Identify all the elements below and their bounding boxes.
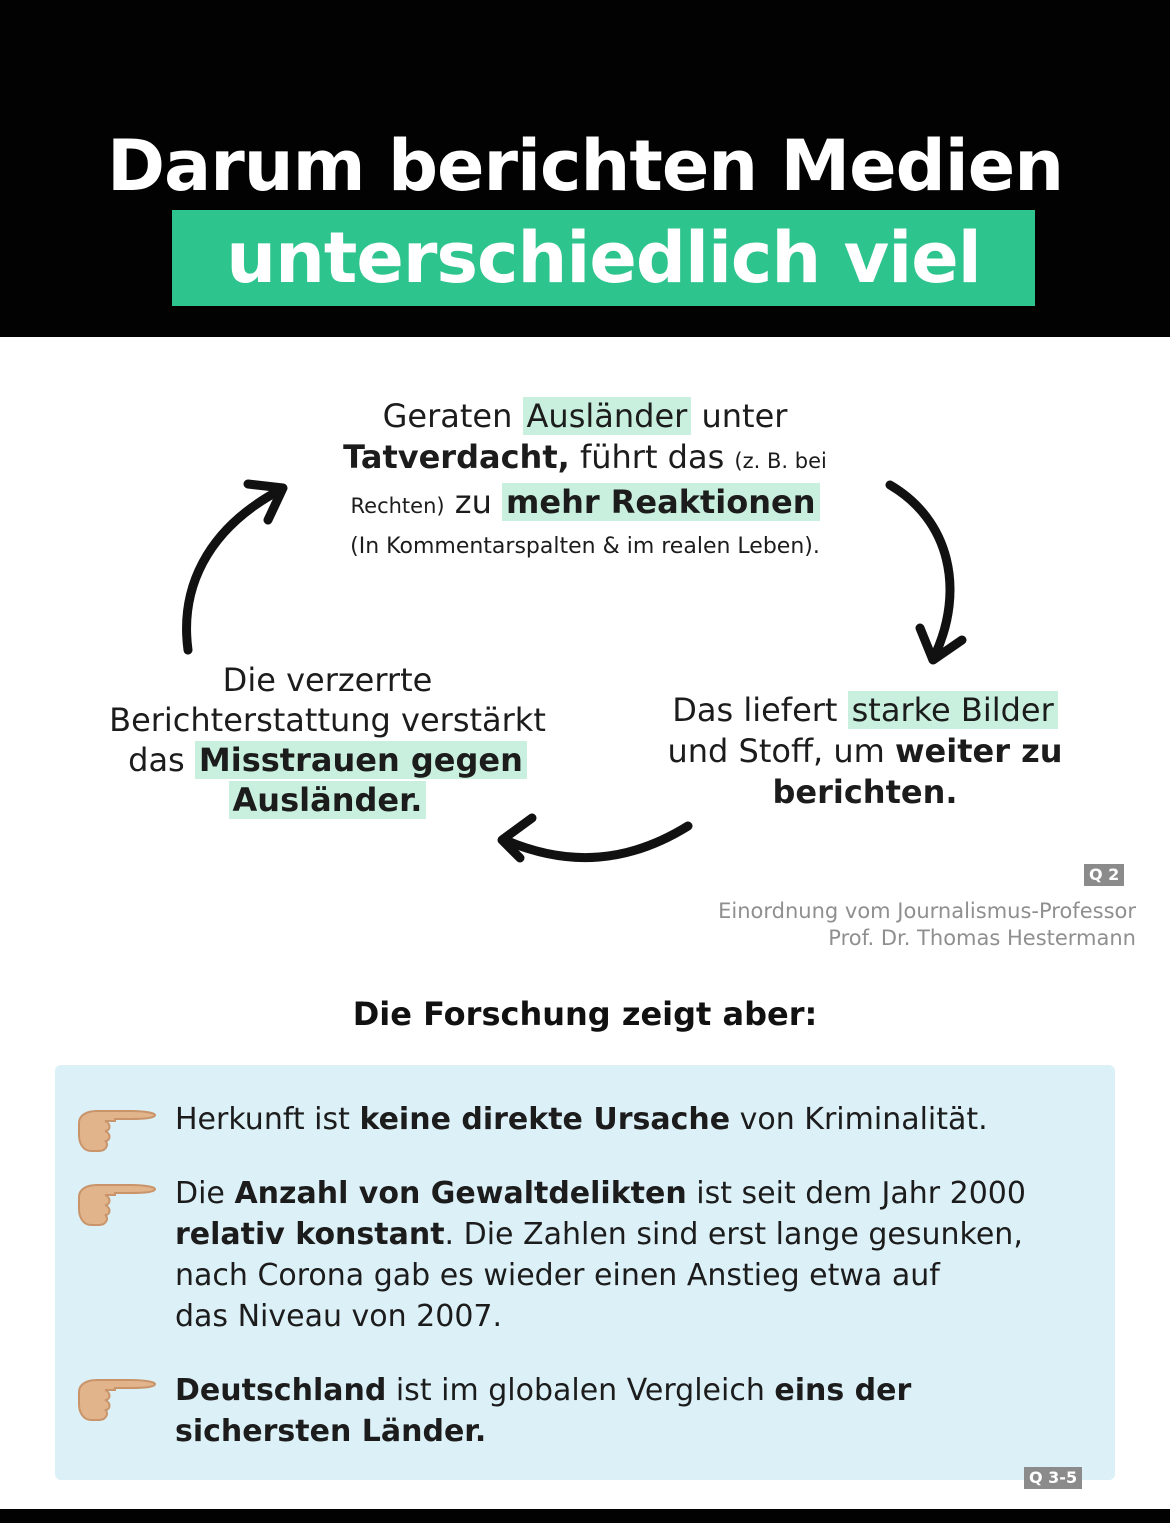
source-badge: Q 2 [1084, 864, 1124, 886]
research-box [55, 1065, 1115, 1480]
cycle-right-text: Das liefert starke Bilder und Stoff, um weiter zu berichten. [667, 691, 1063, 811]
arrow-bottom-left [505, 826, 688, 858]
pointing-hand-icon [75, 1370, 159, 1422]
credit-text: Einordnung vom Journalismus-Professor Prof. Dr. Thomas Hestermann [718, 899, 1136, 950]
cycle-top-text: Geraten Ausländer unter Tatverdacht, führt das (z. B. bei Rechten) zu mehr Reaktionen (In Kommentarspalten & im realen Leben). [343, 397, 827, 559]
source-badge: Q 3-5 [1024, 1467, 1082, 1489]
section-title: Die Forschung zeigt aber: [352, 995, 818, 1033]
footer-bar [0, 1509, 1170, 1523]
highlight-misstrauen: Misstrauen gegen [195, 741, 527, 779]
highlight-auslaender-2: Ausländer. [229, 781, 427, 819]
highlight-bilder: starke Bilder [848, 691, 1058, 729]
highlight-auslaender: Ausländer [523, 397, 692, 435]
page-title: Darum berichten Medien [106, 125, 1064, 207]
page-subtitle: unterschiedlich viel [226, 217, 981, 299]
list-item: Herkunft ist keine direkte Ursache von Kriminalität. [175, 1102, 988, 1137]
list-item: Die Anzahl von Gewaltdelikten ist seit dem Jahr 2000 relativ konstant. Die Zahlen sind erst lange gesunken, nach Corona gab es wieder einen Anstieg etwa auf das Niveau von 2007. [175, 1176, 1026, 1334]
cycle-left-text: Die verzerrte Berichterstattung verstärkt das Misstrauen gegen Ausländer. [109, 661, 546, 819]
pointing-hand-icon [75, 1101, 159, 1153]
list-item: Deutschland ist im globalen Vergleich eins der sichersten Länder. [175, 1373, 912, 1449]
pointing-hand-icon [75, 1175, 159, 1227]
highlight-reaktionen: mehr Reaktionen [502, 483, 819, 521]
